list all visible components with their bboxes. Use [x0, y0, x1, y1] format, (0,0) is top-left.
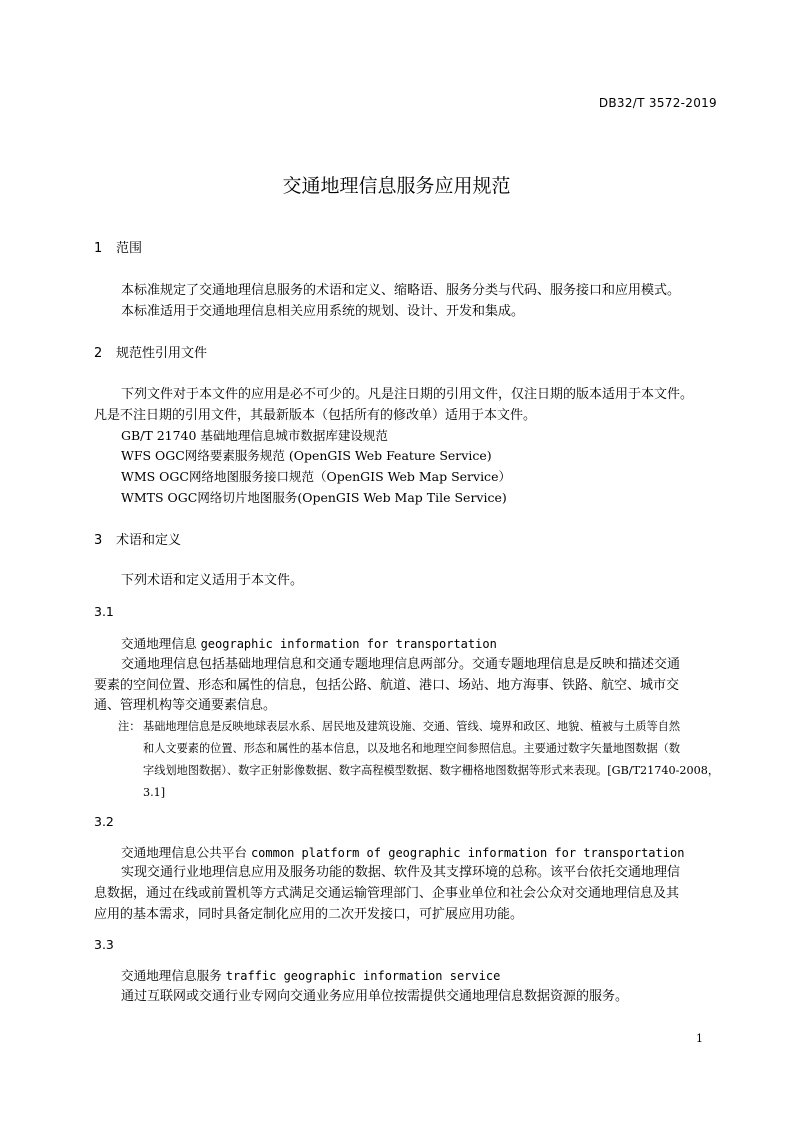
paragraph: 本标准适用于交通地理信息相关应用系统的规划、设计、开发和集成。: [121, 304, 525, 319]
document-title: 交通地理信息服务应用规范: [282, 175, 511, 197]
note-line: 3.1]: [143, 786, 166, 799]
clause-number: 3.3: [94, 937, 114, 952]
section-title: 术语和定义: [116, 533, 182, 548]
page-number: 1: [696, 1032, 703, 1045]
term-english: traffic geographic information service: [225, 969, 501, 983]
reference-item: WMS OGC网络地图服务接口规范（OpenGIS Web Map Service）: [121, 469, 511, 484]
section-number: 3: [94, 533, 103, 548]
term-chinese: 交通地理信息公共平台: [121, 845, 247, 860]
definition-line: 交通地理信息包括基础地理信息和交通专题地理信息两部分。交通专题地理信息是反映和描述交通: [121, 657, 681, 672]
note-label: 注：: [118, 720, 141, 733]
note-line: 基础地理信息是反映地球表层水系、居民地及建筑设施、交通、管线、境界和政区、地貌、植被与土质等自然: [143, 720, 681, 733]
paragraph: 本标准规定了交通地理信息服务的术语和定义、缩略语、服务分类与代码、服务接口和应用模式。: [121, 283, 681, 298]
clause-number: 3.1: [94, 604, 114, 619]
term-chinese: 交通地理信息服务: [121, 968, 222, 983]
paragraph: 下列术语和定义适用于本文件。: [121, 573, 304, 588]
definition-line: 通过互联网或交通行业专网向交通业务应用单位按需提供交通地理信息数据资源的服务。: [121, 989, 629, 1004]
standard-number: DB32/T 3572-2019: [598, 96, 717, 110]
definition-line: 通、管理机构等交通要素信息。: [94, 698, 277, 713]
reference-item: GB/T 21740 基础地理信息城市数据库建设规范: [121, 428, 388, 443]
definition-line: 实现交通行业地理信息应用及服务功能的数据、软件及其支撑环境的总称。该平台依托交通地理信: [121, 865, 681, 880]
paragraph: 下列文件对于本文件的应用是必不可少的。凡是注日期的引用文件，仅注日期的版本适用于本文件。: [121, 387, 694, 402]
term-entry: [121, 970, 500, 983]
section-title: 规范性引用文件: [116, 346, 208, 361]
definition-line: 要素的空间位置、形态和属性的信息，包括公路、航道、港口、场站、地方海事、铁路、航空、城市交: [94, 678, 680, 693]
section-number: 1: [94, 241, 103, 256]
term-english: common platform of geographic information for transportation: [250, 846, 685, 860]
paragraph: 凡是不注日期的引用文件，其最新版本（包括所有的修改单）适用于本文件。: [94, 408, 537, 423]
section-title: 范围: [116, 241, 143, 256]
reference-item: WMTS OGC网络切片地图服务(OpenGIS Web Map Tile Service): [121, 490, 507, 505]
definition-line: 息数据，通过在线或前置机等方式满足交通运输管理部门、企事业单位和社会公众对交通地理信息及其: [94, 886, 680, 901]
section-1-heading: [94, 242, 142, 255]
note-line: 和人文要素的位置、形态和属性的基本信息，以及地名和地理空间参照信息。主要通过数字矢量地图数据（数: [143, 742, 681, 755]
definition-line: 应用的基本需求，同时具备定制化应用的二次开发接口，可扩展应用功能。: [94, 907, 524, 922]
note-line: 字线划地图数据）、数字正射影像数据、数字高程模型数据、数字栅格地图数据等形式来表现。[GB/T21740-2008，: [143, 764, 720, 777]
reference-item: WFS OGC网络要素服务规范 (OpenGIS Web Feature Service): [121, 448, 492, 463]
term-entry: [121, 638, 497, 651]
term-chinese: 交通地理信息: [121, 636, 197, 651]
term-english: geographic information for transportation: [200, 637, 497, 651]
section-number: 2: [94, 346, 103, 361]
section-2-heading: [94, 347, 207, 360]
clause-number: 3.2: [94, 814, 114, 829]
section-3-heading: [94, 534, 181, 547]
term-entry: [121, 847, 684, 860]
